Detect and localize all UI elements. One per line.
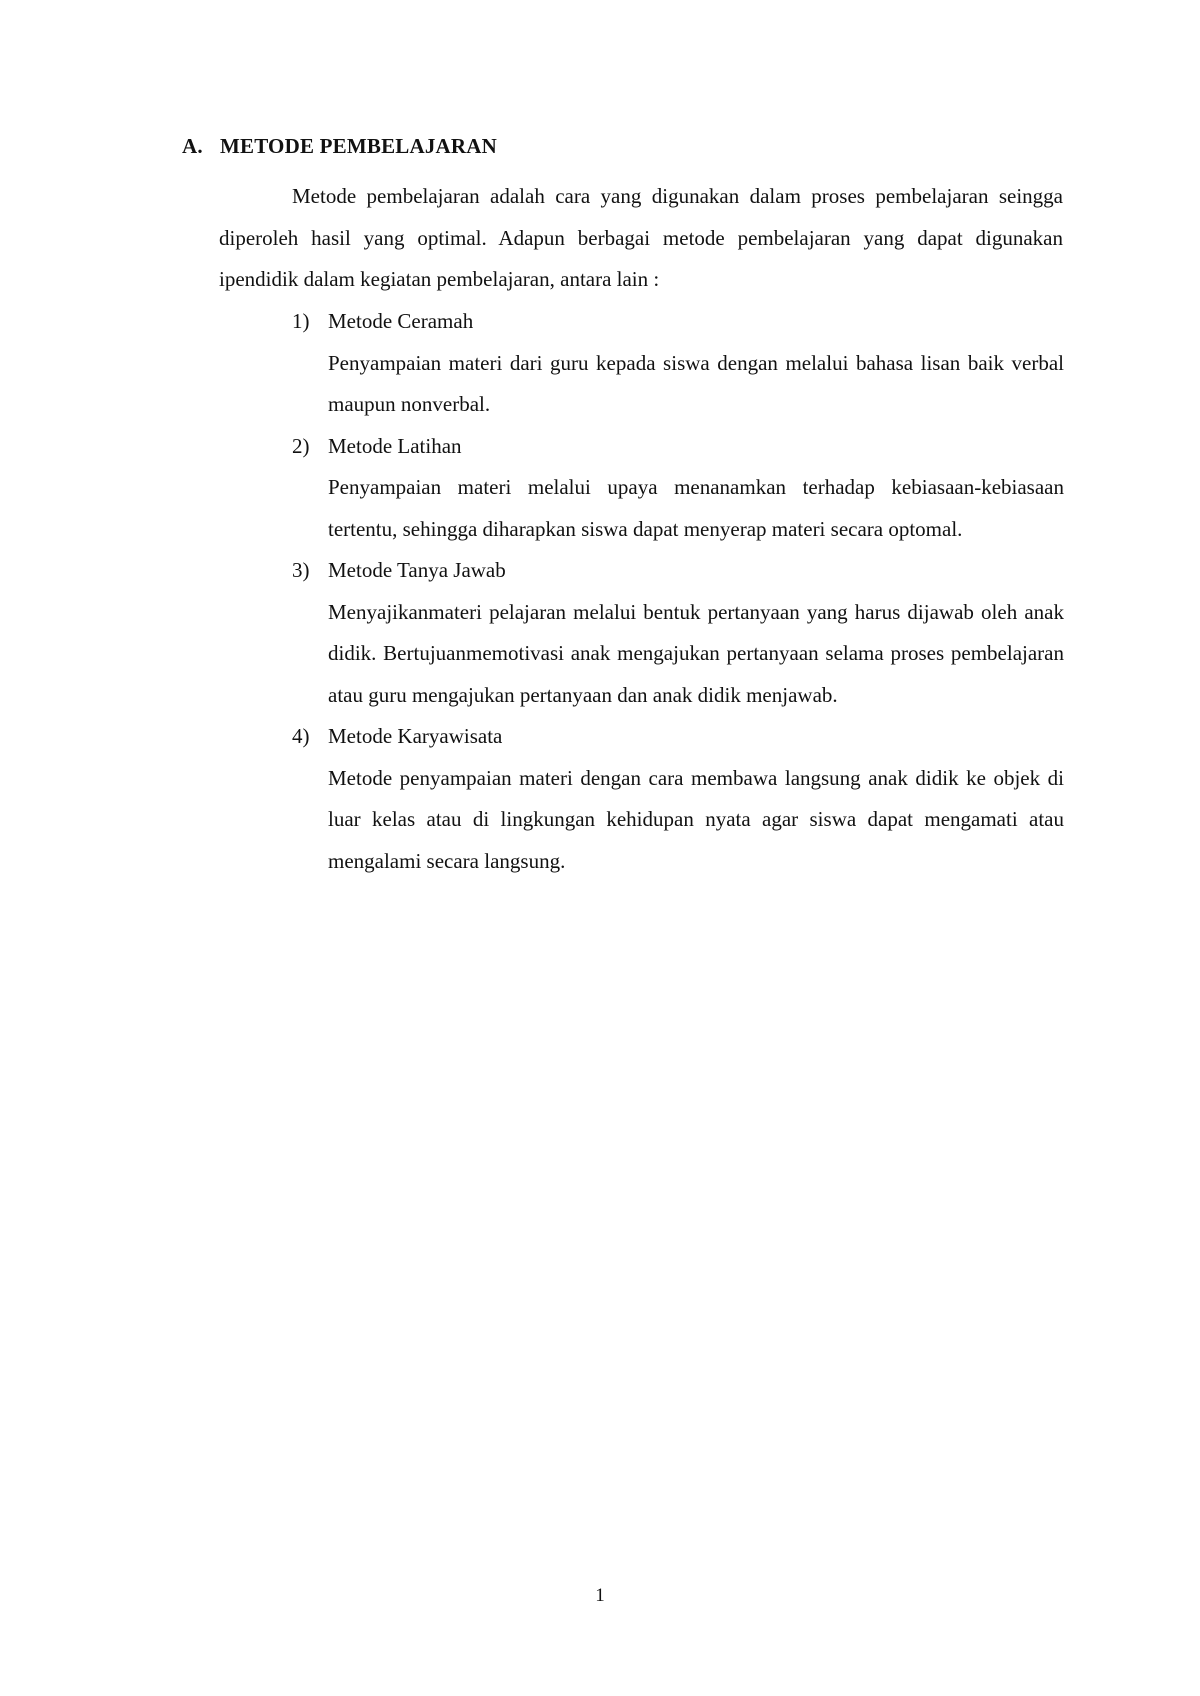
method-description: Menyajikanmateri pelajaran melalui bentuk pertanyaan yang harus dijawab oleh anak didik. Bertujuanmemotivasi anak mengajukan pertanyaan selama proses pembelajaran atau guru mengajukan pertanyaan dan anak didik menjawab. [328,599,1064,707]
method-number: 2) [292,433,310,458]
intro-paragraph: Metode pembelajaran adalah cara yang digunakan dalam proses pembelajaran seingga diperoleh hasil yang optimal. Adapun berbagai metode pembelajaran yang dapat digunakan ipendidik dalam kegiatan pembelajaran, antara lain : [219,184,1063,291]
method-title: Metode Karyawisata [328,724,503,748]
page-number: 1 [595,1585,605,1606]
method-description: Metode penyampaian materi dengan cara membawa langsung anak didik ke objek di luar kelas atau di lingkungan kehidupan nyata agar siswa dapat mengamati atau mengalami secara langsung. [328,765,1064,873]
method-number: 1) [292,309,310,333]
method-title: Metode Tanya Jawab [328,558,506,582]
section-heading [182,134,497,159]
method-item [292,716,1064,882]
method-description: Penyampaian materi melalui upaya menanamkan terhadap kebiasaan-kebiasaan tertentu, sehingga diharapkan siswa dapat menyerap materi secara optomal. [328,475,1064,541]
method-number: 4) [292,724,310,748]
method-title: Metode Latihan [328,433,462,458]
method-number: 3) [292,558,310,582]
method-list [292,301,1064,882]
method-item [292,550,1064,716]
method-description: Penyampaian materi dari guru kepada siswa dengan melalui bahasa lisan baik verbal maupun nonverbal. [328,350,1064,416]
method-item [292,426,1064,551]
section-letter: A. [182,134,203,158]
section-title: METODE PEMBELAJARAN [220,134,498,158]
method-item [292,301,1064,426]
method-title: Metode Ceramah [328,309,474,333]
